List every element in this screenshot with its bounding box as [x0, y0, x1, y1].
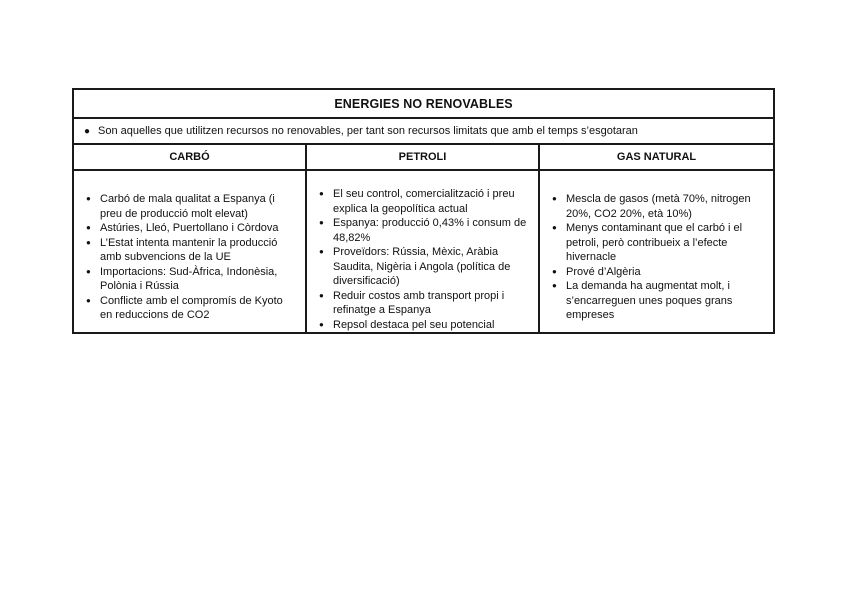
gas-natural-cell: [539, 170, 774, 333]
list-item: ● El seu control, comercialització i preu explica la geopolítica actual: [319, 187, 530, 216]
list-item: ● Reduir costos amb transport propi i refinatge a Espanya: [319, 289, 530, 318]
list-item: ● La demanda ha augmentat molt, i s’encarreguen unes poques grans empreses: [552, 279, 767, 323]
column-content-row: [73, 170, 774, 333]
definition-row: [73, 118, 774, 144]
title-row: [73, 89, 774, 118]
table-title: ENERGIES NO RENOVABLES: [73, 89, 774, 118]
list-item: ● Prové d’Algèria: [552, 265, 767, 280]
petroli-list: [307, 171, 538, 332]
carbo-list: [74, 171, 305, 323]
definition-text: Son aquelles que utilitzen recursos no renovables, per tant son recursos limitats que amb el temps s’esgotaran: [98, 125, 638, 137]
list-item: ● Importacions: Sud-Àfrica, Indonèsia, Polònia i Rússia: [86, 265, 297, 294]
energy-table: [72, 88, 775, 334]
list-item: ● Menys contaminant que el carbó i el petroli, però contribueix a l’efecte hivernacle: [552, 221, 767, 265]
gas-natural-list: [540, 171, 773, 323]
heading-gas-natural: GAS NATURAL: [539, 144, 774, 170]
bullet-icon: ●: [84, 126, 91, 137]
definition-cell: [73, 118, 774, 144]
list-item: ● Carbó de mala qualitat a Espanya (i preu de producció molt elevat): [86, 192, 297, 221]
list-item: ● Espanya: producció 0,43% i consum de 48,82%: [319, 216, 530, 245]
list-item: ● Repsol destaca pel seu potencial: [319, 318, 530, 333]
list-item: ● Mescla de gasos (metà 70%, nitrogen 20%, CO2 20%, età 10%): [552, 192, 767, 221]
heading-petroli: PETROLI: [306, 144, 539, 170]
list-item: ● Proveïdors: Rússia, Mèxic, Aràbia Saudita, Nigèria i Angola (política de diversificació): [319, 245, 530, 289]
heading-carbo: CARBÓ: [73, 144, 306, 170]
column-headings-row: [73, 144, 774, 170]
list-item: ● L’Estat intenta mantenir la producció amb subvencions de la UE: [86, 236, 297, 265]
list-item: ● Astúries, Lleó, Puertollano i Còrdova: [86, 221, 297, 236]
list-item: ● Conflicte amb el compromís de Kyoto en reduccions de CO2: [86, 294, 297, 323]
carbo-cell: [73, 170, 306, 333]
petroli-cell: [306, 170, 539, 333]
